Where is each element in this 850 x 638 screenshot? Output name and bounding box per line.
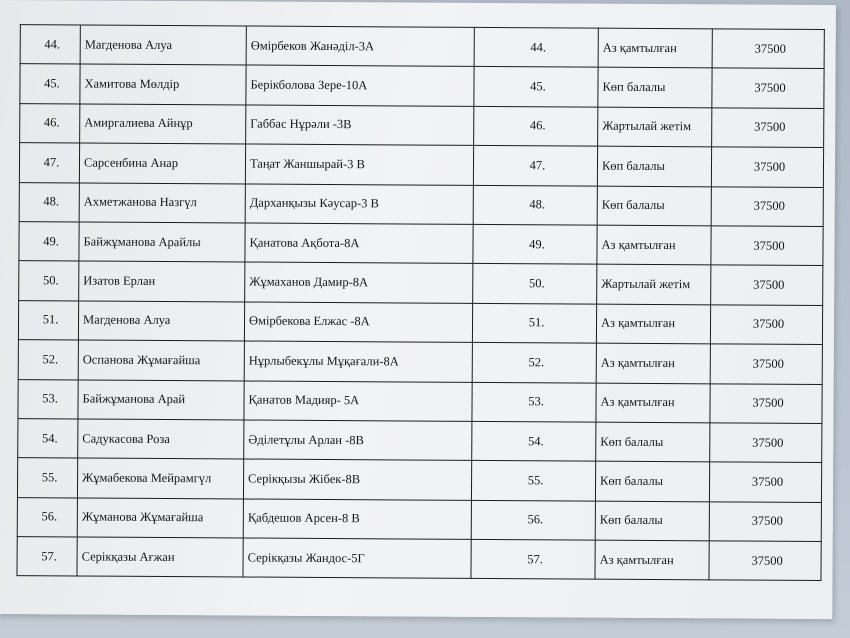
category-cell: Көп балалы: [598, 68, 712, 108]
category-cell: Аз қамтылған: [596, 343, 710, 383]
parent-name-cell: Сарсенбина Анар: [79, 143, 245, 183]
table-row: [18, 419, 822, 463]
student-name-cell: Серікқызы Жібек-8В: [243, 459, 471, 500]
category-cell: Аз қамтылған: [598, 28, 712, 68]
row-number-cell: 51.: [18, 300, 78, 340]
parent-name-cell: Байжұманова Арай: [78, 380, 244, 420]
row-number-cell: 46.: [20, 103, 80, 143]
row-number-repeat-cell: 45.: [474, 67, 598, 107]
parent-name-cell: Изатов Ерлан: [79, 261, 245, 301]
table-row: [17, 537, 821, 581]
amount-cell: 37500: [711, 147, 823, 187]
row-number-repeat-cell: 52.: [472, 343, 596, 383]
row-number-repeat-cell: 56.: [471, 500, 595, 540]
row-number-cell: 53.: [18, 379, 78, 419]
parent-name-cell: Ахметжанова Назгүл: [79, 183, 245, 223]
parent-name-cell: Магденова Алуа: [78, 301, 244, 341]
row-number-repeat-cell: 49.: [473, 224, 597, 264]
student-name-cell: Қанатова Ақбота-8А: [245, 223, 473, 264]
student-name-cell: Қабдешов Арсен-8 В: [243, 499, 471, 540]
category-cell: Жартылай жетім: [597, 264, 711, 304]
row-number-cell: 45.: [20, 64, 80, 104]
row-number-repeat-cell: 50.: [473, 264, 597, 304]
beneficiary-table: [16, 24, 824, 581]
table-row: [20, 103, 824, 147]
row-number-cell: 50.: [19, 261, 79, 301]
row-number-repeat-cell: 54.: [472, 421, 596, 461]
parent-name-cell: Амиргалиева Айнұр: [80, 104, 246, 144]
amount-cell: 37500: [710, 344, 822, 384]
student-name-cell: Өмірбекова Елжас -8А: [244, 302, 472, 343]
row-number-repeat-cell: 44.: [474, 27, 598, 67]
row-number-cell: 55.: [17, 458, 77, 498]
table-row: [17, 497, 821, 541]
parent-name-cell: Жұманова Жұмағайша: [77, 498, 243, 538]
table-row: [20, 25, 824, 69]
parent-name-cell: Хамитова Мөлдір: [80, 64, 246, 104]
category-cell: Жартылай жетім: [598, 107, 712, 147]
row-number-repeat-cell: 53.: [472, 382, 596, 422]
student-name-cell: Нұрлыбекұлы Мұқағали-8А: [244, 341, 472, 382]
amount-cell: 37500: [711, 265, 823, 305]
category-cell: Көп балалы: [597, 146, 711, 186]
table-row: [19, 222, 823, 266]
row-number-repeat-cell: 57.: [471, 539, 595, 579]
category-cell: Аз қамтылған: [597, 225, 711, 265]
parent-name-cell: Байжұманова Арайлы: [79, 222, 245, 262]
row-number-cell: 49.: [19, 222, 79, 262]
category-cell: Аз қамтылған: [596, 383, 710, 423]
table-row: [18, 379, 822, 423]
row-number-repeat-cell: 47.: [473, 146, 597, 186]
table-row: [17, 458, 821, 502]
student-name-cell: Әділетұлы Арлан -8В: [244, 420, 472, 461]
amount-cell: 37500: [710, 383, 822, 423]
category-cell: Көп балалы: [596, 422, 710, 462]
row-number-cell: 48.: [19, 182, 79, 222]
table-row: [18, 300, 822, 344]
category-cell: Аз қамтылған: [595, 540, 709, 580]
category-cell: Көп балалы: [595, 501, 709, 541]
parent-name-cell: Жұмабекова Мейрамгүл: [77, 458, 243, 498]
table-body: [17, 25, 824, 581]
row-number-repeat-cell: 55.: [471, 461, 595, 501]
amount-cell: 37500: [710, 305, 822, 345]
amount-cell: 37500: [712, 29, 824, 69]
row-number-cell: 57.: [17, 537, 77, 577]
amount-cell: 37500: [712, 68, 824, 108]
amount-cell: 37500: [709, 502, 821, 542]
row-number-repeat-cell: 51.: [472, 303, 596, 343]
table-row: [19, 182, 823, 226]
student-name-cell: Габбас Нұрәли -3В: [246, 105, 474, 146]
amount-cell: 37500: [711, 186, 823, 226]
table-row: [20, 64, 824, 108]
student-name-cell: Дарханқызы Кәусар-3 В: [245, 184, 473, 225]
row-number-cell: 44.: [20, 25, 80, 65]
table-row: [18, 340, 822, 384]
table-row: [19, 261, 823, 305]
row-number-repeat-cell: 46.: [474, 106, 598, 146]
amount-cell: 37500: [709, 462, 821, 502]
category-cell: Көп балалы: [595, 461, 709, 501]
student-name-cell: Берікболова Зере-10А: [246, 65, 474, 106]
row-number-cell: 54.: [18, 419, 78, 459]
student-name-cell: Серікқазы Жандос-5Г: [243, 538, 471, 579]
parent-name-cell: Серікқазы Ағжан: [77, 537, 243, 577]
amount-cell: 37500: [709, 541, 821, 581]
row-number-cell: 47.: [19, 143, 79, 183]
student-name-cell: Қанатов Мадияр- 5А: [244, 381, 472, 422]
parent-name-cell: Садукасова Роза: [78, 419, 244, 459]
category-cell: Көп балалы: [597, 186, 711, 226]
category-cell: Аз қамтылған: [596, 304, 710, 344]
student-name-cell: Таңат Жаншырай-3 В: [245, 144, 473, 185]
amount-cell: 37500: [712, 108, 824, 148]
amount-cell: 37500: [711, 226, 823, 266]
row-number-repeat-cell: 48.: [473, 185, 597, 225]
student-name-cell: Өмірбеков Жанәділ-3А: [246, 26, 474, 67]
student-name-cell: Жұмаханов Дамир-8А: [245, 262, 473, 303]
row-number-cell: 52.: [18, 340, 78, 380]
parent-name-cell: Магденова Алуа: [80, 25, 246, 65]
table-row: [19, 143, 823, 187]
parent-name-cell: Оспанова Жұмағайша: [78, 340, 244, 380]
row-number-cell: 56.: [17, 497, 77, 537]
amount-cell: 37500: [710, 423, 822, 463]
